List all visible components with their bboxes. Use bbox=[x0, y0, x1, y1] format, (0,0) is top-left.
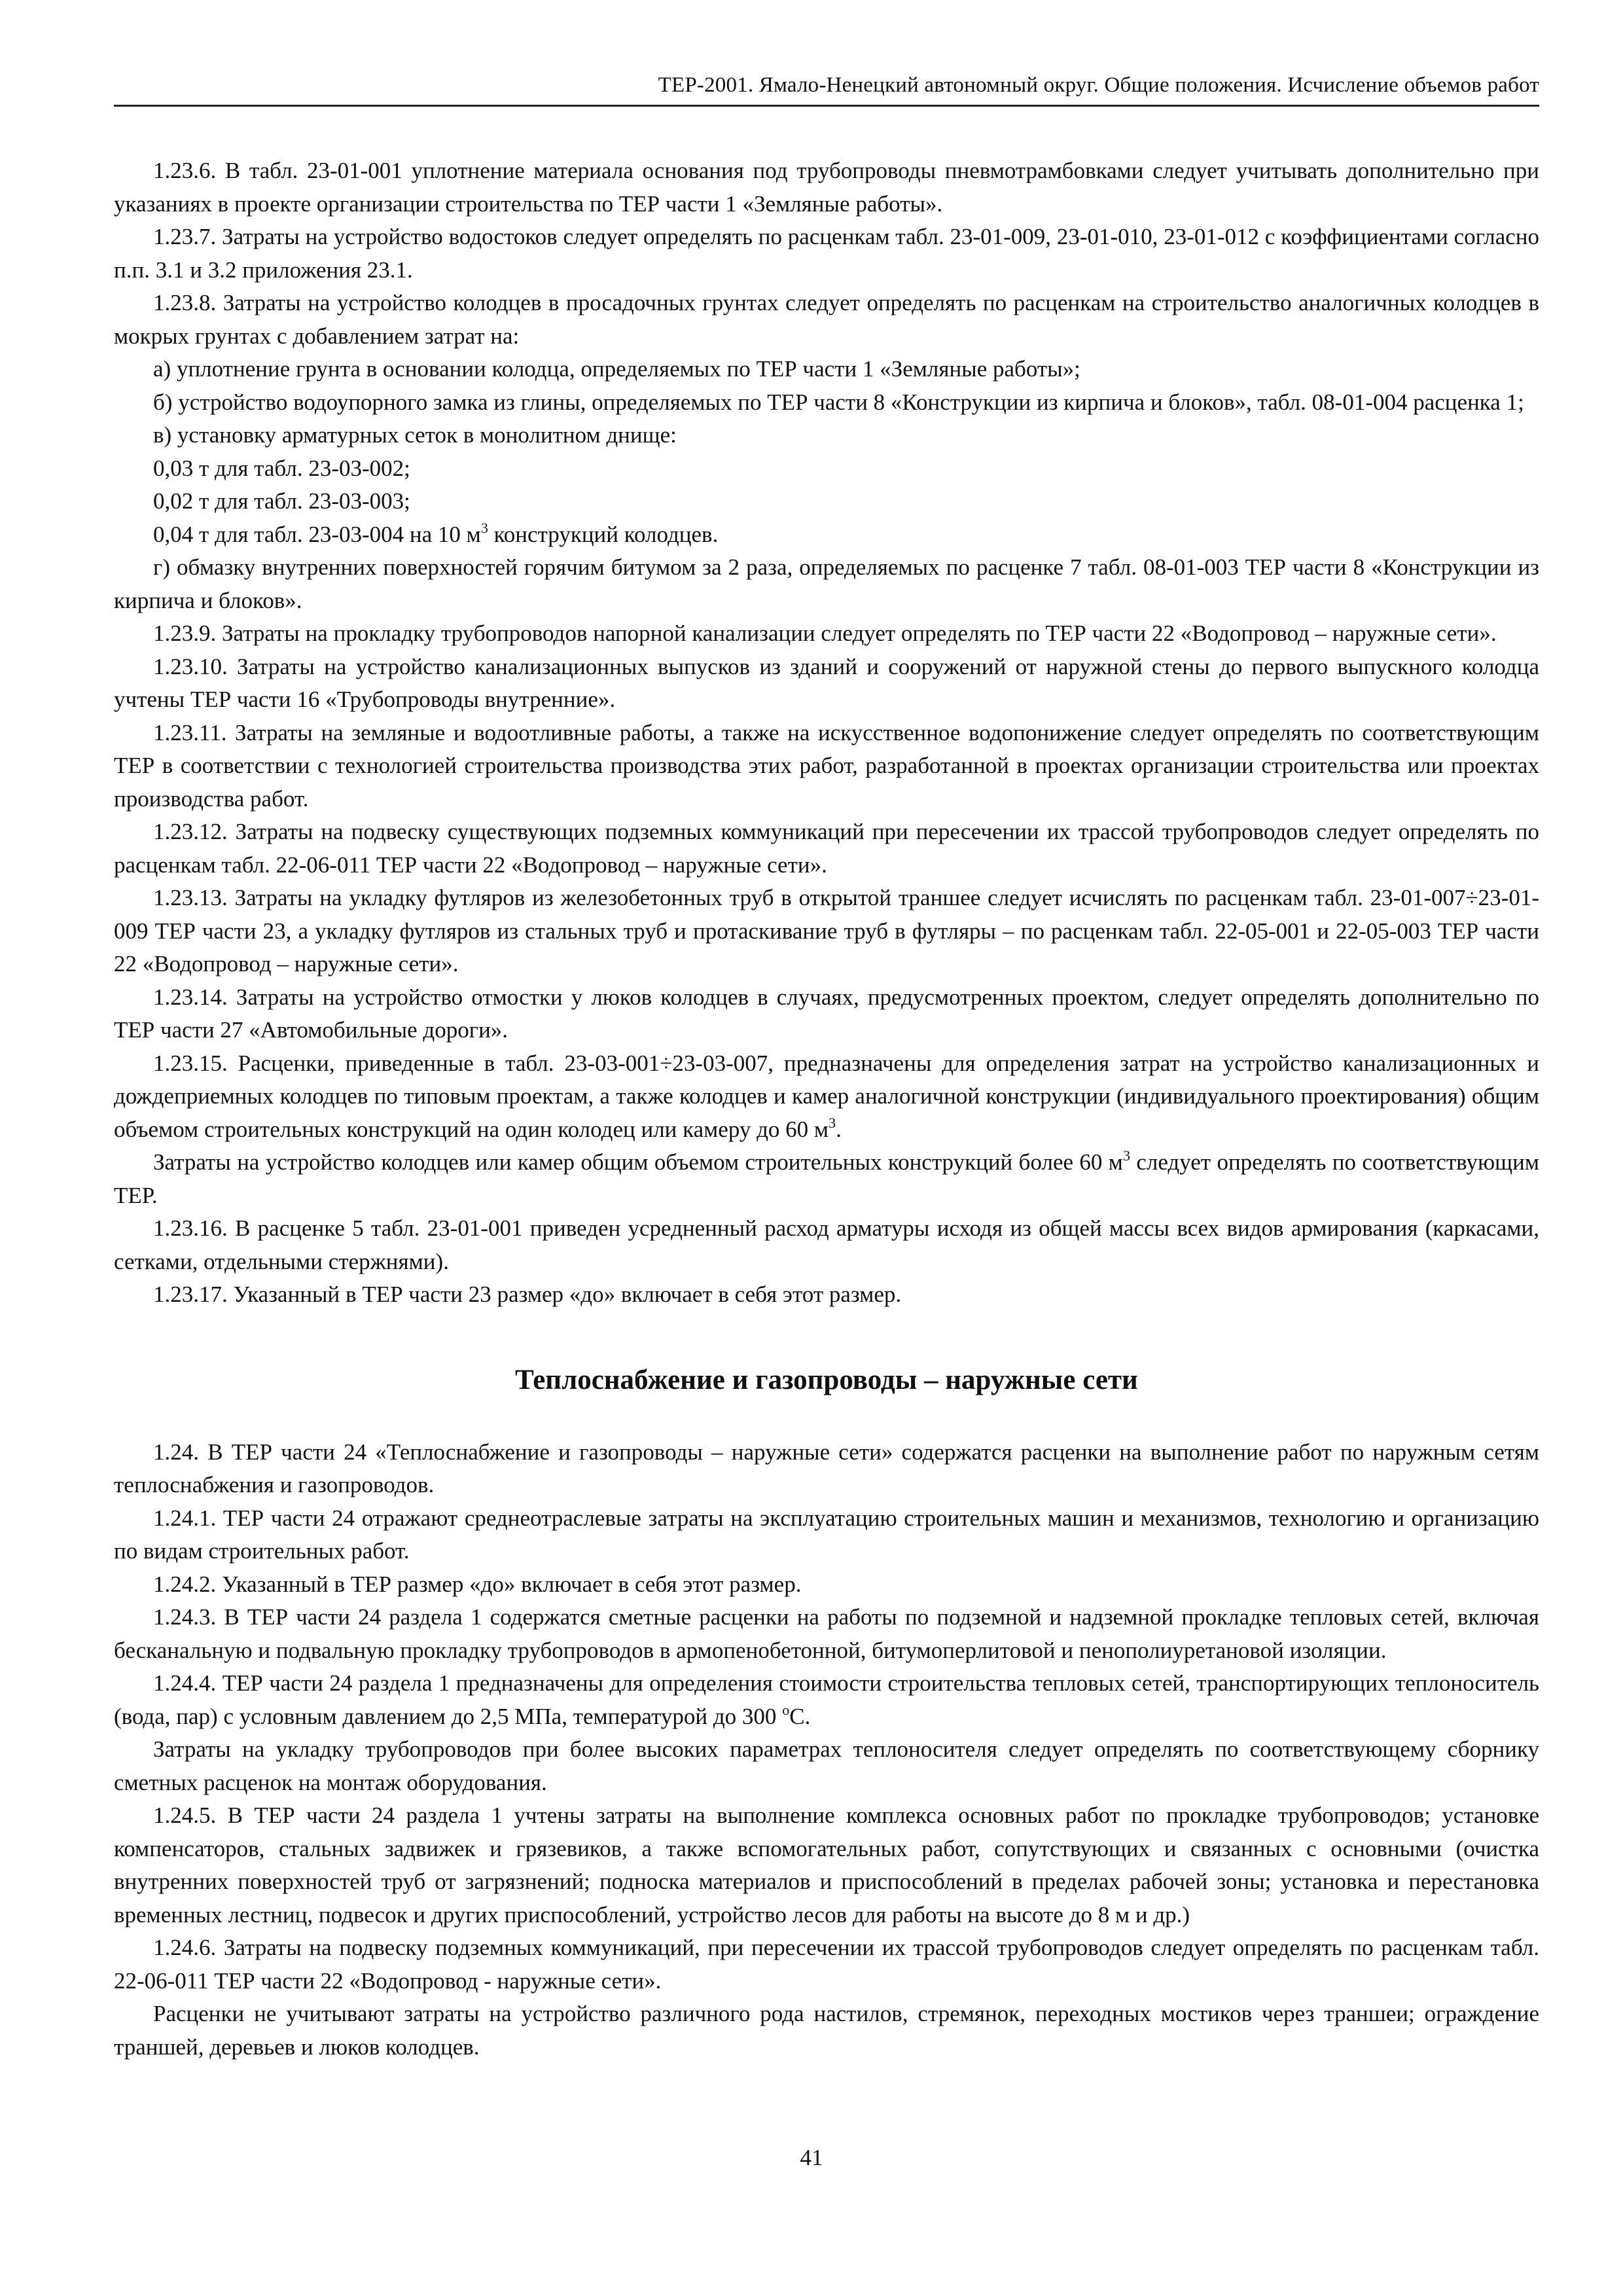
paragraph-1-23-11: 1.23.11. Затраты на земляные и водоотливные работы, а также на искусственное водопонижение следует определять по соответствующим ТЕР в соответствии с технологией строительства производства этих работ, разработанной в проектах организации строительства или проектах производства работ. bbox=[114, 719, 1539, 812]
list-item-v: в) установку арматурных сеток в монолитном днище: bbox=[153, 422, 677, 448]
paragraph-1-23-17: 1.23.17. Указанный в ТЕР части 23 размер «до» включает в себя этот размер. bbox=[153, 1282, 902, 1307]
paragraph-1-24: 1.24. В ТЕР части 24 «Теплоснабжение и газопроводы – наружные сети» содержатся расценки на выполнение работ по наружным сетям теплоснабжения и газопроводов. bbox=[114, 1439, 1539, 1498]
text-run: . bbox=[836, 1116, 842, 1142]
list-subitem-3 bbox=[114, 518, 1539, 552]
paragraph-1-24-5: 1.24.5. В ТЕР части 24 раздела 1 учтены затраты на выполнение комплекса основных работ по прокладке трубопроводов; установке компенсаторов, стальных задвижек и грязевиков, а также вспомогательных работ, сопутствующих и связанных с основными (очистка внутренних поверхностей труб от загрязнений; подноска материалов и приспособлений в пределах рабочей зоны; установка и перестановка временных лестниц, подвесок и других приспособлений, устройство лесов для работы на высоте до 8 м и др.) bbox=[114, 1803, 1539, 1928]
paragraph-1-23-8: 1.23.8. Затраты на устройство колодцев в просадочных грунтах следует определять по расценкам на строительство аналогичных колодцев в мокрых грунтах с добавлением затрат на: bbox=[114, 290, 1539, 349]
list-subitem-2: 0,02 т для табл. 23-03-003; bbox=[153, 488, 410, 514]
superscript: 3 bbox=[480, 519, 488, 536]
running-header: ТЕР-2001. Ямало-Ненецкий автономный округ. Общие положения. Исчисление объемов работ bbox=[658, 73, 1539, 97]
paragraph-rates-exclusions: Расценки не учитывают затраты на устройство различного рода настилов, стремянок, переходных мостиков через траншеи; ограждение траншей, деревьев и люков колодцев. bbox=[114, 2001, 1539, 2060]
paragraph-1-24-1: 1.24.1. ТЕР части 24 отражают среднеотраслевые затраты на эксплуатацию строительных машин и механизмов, технологию и организацию по видам строительных работ. bbox=[114, 1505, 1539, 1564]
list-item-g: г) обмазку внутренних поверхностей горячим битумом за 2 раза, определяемых по расценке 7 табл. 08-01-003 ТЕР части 8 «Конструкции из кирпича и блоков». bbox=[114, 554, 1539, 613]
paragraph-pipelines-high-params: Затраты на укладку трубопроводов при более высоких параметрах теплоносителя следует определять по соответствующему сборнику сметных расценок на монтаж оборудования. bbox=[114, 1736, 1539, 1795]
text-run: 1.23.15. Расценки, приведенные в табл. 23-03-001÷23-03-007, предназначены для определения затрат на устройство канализационных и дождеприемных колодцев по типовым проектам, а также колодцев и камер аналогичной конструкции (индивидуального проектирования) общим объемом строительных конструкций на один колодец или камеру до 60 м bbox=[114, 1050, 1539, 1142]
paragraph-wells-volume bbox=[114, 1146, 1539, 1212]
page-number: 41 bbox=[800, 2145, 823, 2170]
superscript: 3 bbox=[1122, 1147, 1130, 1164]
paragraph-1-24-2: 1.24.2. Указанный в ТЕР размер «до» включает в себя этот размер. bbox=[153, 1571, 802, 1597]
paragraph-1-23-12: 1.23.12. Затраты на подвеску существующих подземных коммуникаций при пересечении их трассой трубопроводов следует определять по расценкам табл. 22-06-011 ТЕР части 22 «Водопровод – наружные сети». bbox=[114, 819, 1539, 878]
paragraph-1-23-16: 1.23.16. В расценке 5 табл. 23-01-001 приведен усредненный расход арматуры исходя из общей массы всех видов армирования (каркасами, сетками, отдельными стержнями). bbox=[114, 1215, 1539, 1274]
paragraph-1-23-9: 1.23.9. Затраты на прокладку трубопроводов напорной канализации следует определять по ТЕР части 22 «Водопровод – наружные сети». bbox=[153, 620, 1497, 646]
paragraph-1-23-10: 1.23.10. Затраты на устройство канализационных выпусков из зданий и сооружений от наружной стены до первого выпускного колодца учтены ТЕР части 16 «Трубопроводы внутренние». bbox=[114, 653, 1539, 712]
paragraph-1-24-6: 1.24.6. Затраты на подвеску подземных коммуникаций, при пересечении их трассой трубопроводов следует определять по расценкам табл. 22-06-011 ТЕР части 22 «Водопровод - наружные сети». bbox=[114, 1935, 1539, 1994]
superscript: 3 bbox=[829, 1114, 836, 1131]
paragraph-1-23-7: 1.23.7. Затраты на устройство водостоков следует определять по расценкам табл. 23-01-009, 23-01-010, 23-01-012 с коэффициентами согласно п.п. 3.1 и 3.2 приложения 23.1. bbox=[114, 224, 1539, 283]
paragraph-1-24-4 bbox=[114, 1667, 1539, 1733]
text-run: конструкций колодцев. bbox=[488, 521, 719, 547]
paragraph-1-23-14: 1.23.14. Затраты на устройство отмостки у люков колодцев в случаях, предусмотренных проектом, следует определять дополнительно по ТЕР части 27 «Автомобильные дороги». bbox=[114, 984, 1539, 1043]
paragraph-1-23-6: 1.23.6. В табл. 23-01-001 уплотнение материала основания под трубопроводы пневмотрамбовками следует учитывать дополнительно при указаниях в проекте организации строительства по ТЕР части 1 «Земляные работы». bbox=[114, 158, 1539, 217]
paragraph-1-23-13: 1.23.13. Затраты на укладку футляров из железобетонных труб в открытой траншее следует исчислять по расценкам табл. 23-01-007÷23-01-009 ТЕР части 23, а укладку футляров из стальных труб и протаскивание труб в футляры – по расценкам табл. 22-05-001 и 22-05-003 ТЕР части 22 «Водопровод – наружные сети». bbox=[114, 885, 1539, 977]
paragraph-1-24-3: 1.24.3. В ТЕР части 24 раздела 1 содержатся сметные расценки на работы по подземной и надземной прокладке тепловых сетей, включая бесканальную и подвальную прокладку трубопроводов в армопенобетонной, битумоперлитовой и пенополиуретановой изоляции. bbox=[114, 1604, 1539, 1663]
header-divider bbox=[114, 105, 1539, 107]
paragraph-1-23-15 bbox=[114, 1047, 1539, 1147]
text-run: 1.24.4. ТЕР части 24 раздела 1 предназначены для определения стоимости строительства тепловых сетей, транспортирующих теплоноситель (вода, пар) с условным давлением до 2,5 МПа, температурой до 300 bbox=[114, 1670, 1539, 1729]
list-subitem-1: 0,03 т для табл. 23-03-002; bbox=[153, 455, 410, 481]
text-run: С. bbox=[789, 1703, 811, 1729]
superscript: о bbox=[782, 1701, 790, 1718]
text-run: 0,04 т для табл. 23-03-004 на 10 м bbox=[153, 521, 481, 547]
list-item-b: б) устройство водоупорного замка из глины, определяемых по ТЕР части 8 «Конструкции из кирпича и блоков», табл. 08-01-004 расценка 1; bbox=[153, 389, 1524, 415]
section-heading: Теплоснабжение и газопроводы – наружные сети bbox=[515, 1364, 1138, 1395]
list-item-a: а) уплотнение грунта в основании колодца, определяемых по ТЕР части 1 «Земляные работы»; bbox=[153, 356, 1080, 382]
text-run: следует определять по соответствующим ТЕР. bbox=[114, 1149, 1539, 1208]
document-body bbox=[114, 154, 1539, 2064]
text-run: Затраты на устройство колодцев или камер общим объемом строительных конструкций более 60 м bbox=[153, 1149, 1123, 1175]
